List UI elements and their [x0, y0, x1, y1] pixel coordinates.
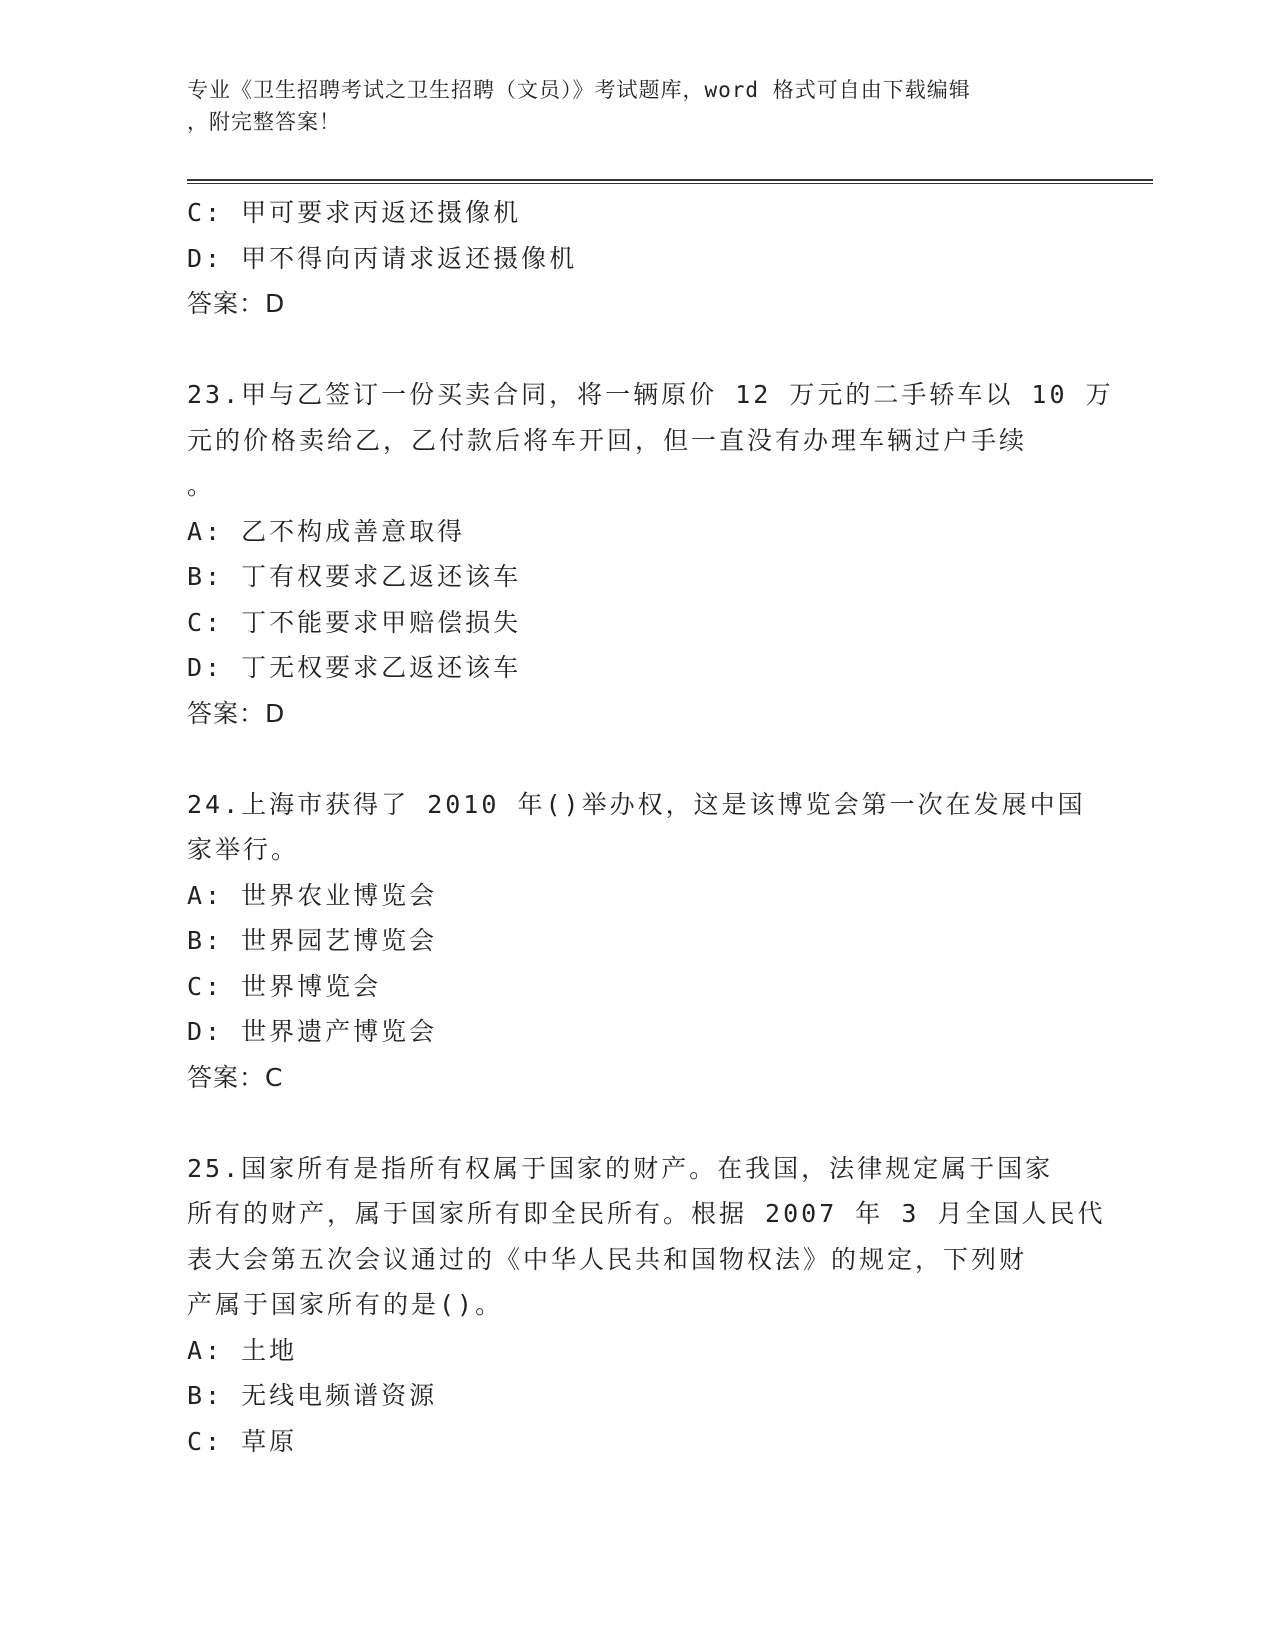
spacer [187, 327, 1087, 373]
question-25 [187, 1146, 1106, 1465]
header-line-1: 专业《卫生招聘考试之卫生招聘（文员）》考试题库，word 格式可自由下载编辑 [187, 78, 971, 102]
answer-line: 答案：C [187, 1062, 284, 1092]
question-stem-line: 表大会第五次会议通过的《中华人民共和国物权法》的规定，下列财 [187, 1244, 1028, 1274]
question-stem-line: 25.国家所有是指所有权属于国家的财产。在我国，法律规定属于国家 [187, 1153, 1054, 1183]
question-stem-line: 元的价格卖给乙，乙付款后将车开回，但一直没有办理车辆过户手续 [187, 425, 1028, 455]
question-stem-line: 23.甲与乙签订一份买卖合同，将一辆原价 12 万元的二手轿车以 10 万 [187, 380, 1114, 409]
question-23 [187, 372, 1114, 736]
spacer [187, 736, 1087, 782]
previous-question-tail [187, 190, 1087, 327]
option-c: C: 草原 [187, 1426, 298, 1456]
option-d: D: 甲不得向丙请求返还摄像机 [187, 243, 578, 273]
option-b: B: 丁有权要求乙返还该车 [187, 562, 522, 591]
option-c: C: 世界博览会 [187, 971, 382, 1001]
option-a: A: 乙不构成善意取得 [187, 516, 466, 546]
question-stem-line: 家举行。 [187, 835, 300, 864]
question-stem-line: 产属于国家所有的是()。 [187, 1290, 504, 1319]
header-divider-thin [187, 183, 1153, 184]
option-a: A: 世界农业博览会 [187, 880, 438, 910]
option-b: B: 世界园艺博览会 [187, 926, 438, 955]
option-c: C: 甲可要求丙返还摄像机 [187, 198, 522, 227]
question-stem-line: 24.上海市获得了 2010 年()举办权，这是该博览会第一次在发展中国 [187, 789, 1086, 819]
answer-line: 答案：D [187, 289, 286, 318]
question-24 [187, 782, 1087, 1101]
option-d: D: 世界遗产博览会 [187, 1017, 438, 1046]
document-body [187, 190, 1114, 1464]
header-line-2: ，附完整答案！ [187, 110, 341, 134]
option-d: D: 丁无权要求乙返还该车 [187, 653, 522, 682]
question-stem-line: 。 [187, 471, 216, 500]
option-a: A: 土地 [187, 1335, 298, 1365]
spacer [187, 1100, 1087, 1146]
option-b: B: 无线电频谱资源 [187, 1381, 438, 1410]
page-header [187, 74, 1067, 138]
header-divider [187, 179, 1153, 181]
answer-line: 答案：D [187, 698, 286, 728]
option-c: C: 丁不能要求甲赔偿损失 [187, 607, 522, 637]
question-stem-line: 所有的财产，属于国家所有即全民所有。根据 2007 年 3 月全国人民代 [187, 1199, 1106, 1228]
